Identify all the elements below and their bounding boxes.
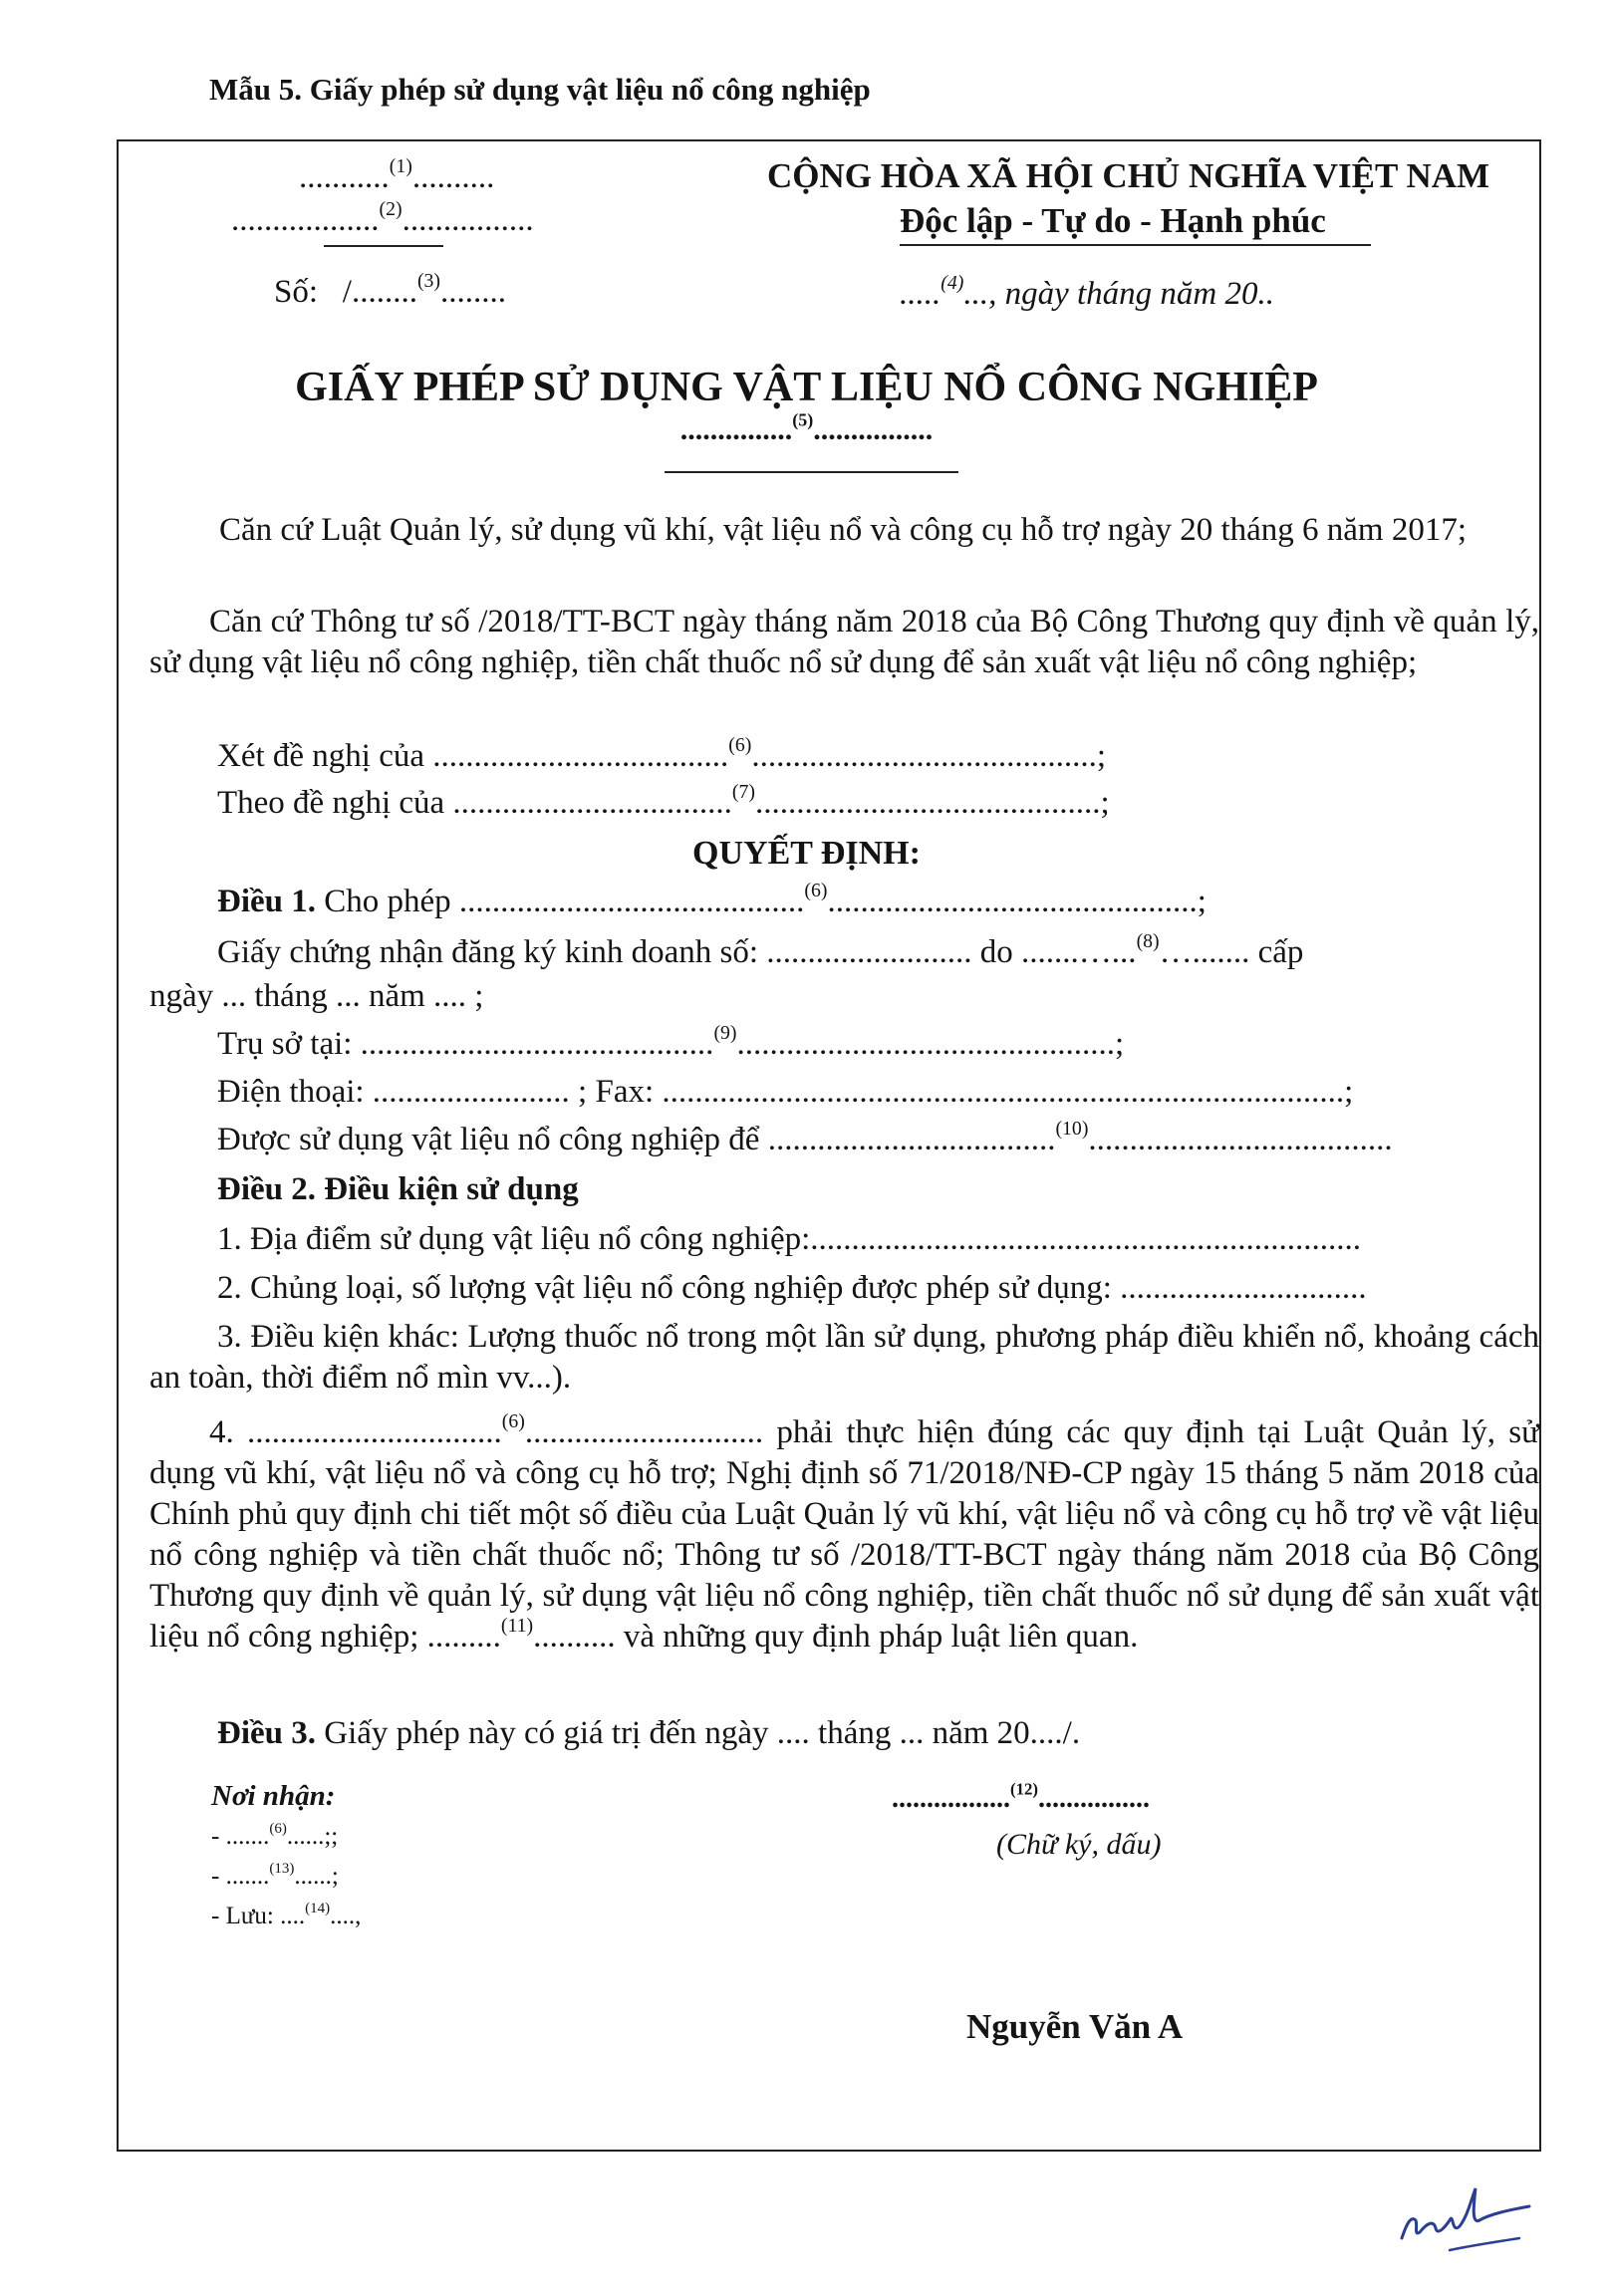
document-number: Số: /........$^{(3)}$........ [274, 270, 507, 310]
motto-underline [900, 244, 1371, 246]
article1-registration-date: ngày ... tháng ... năm .... ; [149, 978, 484, 1014]
agency-line-2: ..................$^{(2)}$................ [231, 198, 534, 238]
signatory-title: .................$^{(12)}$................ [892, 1779, 1150, 1814]
article2-heading: Điều 2. Điều kiện sử dụng [217, 1171, 579, 1207]
recipient-1: - .......$^{(6)}$......;; [211, 1820, 339, 1850]
agency-line-1: ...........$^{(1)}$.......... [299, 155, 495, 195]
decision-heading: QUYẾT ĐỊNH: [692, 835, 921, 872]
article1-registration: Giấy chứng nhận đăng ký kinh doanh số: ......................... do .......…...$^{(8)}$…....... cấp [217, 930, 1304, 970]
nation-motto: Độc lập - Tự do - Hạnh phúc [900, 201, 1326, 240]
article2-item-location: 1. Địa điểm sử dụng vật liệu nổ công nghiệp:................................................................... [217, 1221, 1362, 1257]
article2-item-quantity: 2. Chủng loại, số lượng vật liệu nổ công nghiệp được phép sử dụng: .............................. [217, 1270, 1367, 1306]
recipients-heading: Nơi nhận: [211, 1780, 336, 1812]
signatory-name: Nguyễn Văn A [966, 2007, 1184, 2046]
article1-purpose: Được sử dụng vật liệu nổ công nghiệp để ...................................$^{(10)}$..................................... [217, 1118, 1393, 1157]
article2-item-conditions: 3. Điều kiện khác: Lượng thuốc nổ trong một lần sử dụng, phương pháp điều khiển nổ, khoảng cách an toàn, thời điểm nổ mìn vv...). [149, 1319, 1539, 1396]
preamble-circular: Căn cứ Thông tư số /2018/TT-BCT ngày tháng năm 2018 của Bộ Công Thương quy định về quản lý, sử dụng vật liệu nổ công nghiệp, tiền chất thuốc nổ sử dụng để sản xuất vật liệu nổ công nghiệp; [149, 604, 1539, 680]
form-caption: Mẫu 5. Giấy phép sử dụng vật liệu nổ công nghiệp [209, 72, 871, 107]
article3-validity: Điều 3. Giấy phép này có giá trị đến ngày .... tháng ... năm 20..../. [217, 1715, 1081, 1751]
preamble-law: Căn cứ Luật Quản lý, sử dụng vũ khí, vật liệu nổ và công cụ hỗ trợ ngày 20 tháng 6 năm 2017; [219, 512, 1468, 548]
preamble-proposal: Theo đề nghị của ..................................$^{(7)}$..........................................; [217, 781, 1110, 821]
article2-item-compliance: 4. ...............................$^{(6)}$............................. phải thực hiện đúng các quy định tại Luật Quản lý, sử dụng vũ khí, vật liệu nổ và công cụ hỗ trợ; Nghị định số 71/2018/NĐ-CP ngày 15 tháng 5 năm 2018 của Chính phủ quy định chi tiết một số điều của Luật Quản lý vũ khí, vật liệu nổ và công cụ hỗ trợ về vật liệu nổ công nghiệp và tiền chất thuốc nổ; Thông tư số /2018/TT-BCT ngày tháng năm 2018 của Bộ Công Thương quy định về quản lý, sử dụng vật liệu nổ công nghiệp, tiền chất thuốc nổ sử dụng để sản xuất vật liệu nổ công nghiệp; .........$^{(11)}$.......... và những quy định pháp luật liên quan. [149, 1410, 1539, 1655]
recipient-2: - .......$^{(13)}$......; [211, 1860, 339, 1890]
title-underline [665, 471, 958, 473]
recipient-archive: - Lưu: ....$^{(14)}$...., [211, 1900, 362, 1929]
title-subline: ...............$^{(5)}$................ [679, 409, 934, 446]
article1-phone-fax: Điện thoại: ........................ ; Fax: ...................................................................................; [217, 1074, 1354, 1110]
article1-permit: Điều 1. Cho phép ..........................................$^{(6)}$.............................................; [217, 880, 1207, 919]
signature-note: (Chữ ký, dấu) [996, 1828, 1162, 1861]
preamble-review: Xét đề nghị của ....................................$^{(6)}$..........................................; [217, 734, 1107, 774]
nation-title: CỘNG HÒA XÃ HỘI CHỦ NGHĨA VIỆT NAM [767, 156, 1490, 195]
place-date: .....$^{(4)}$..., ngày tháng năm 20.. [900, 272, 1274, 312]
agency-underline [324, 245, 443, 247]
handwritten-initial-mark [1390, 2176, 1534, 2256]
document-title: GIẤY PHÉP SỬ DỤNG VẬT LIỆU NỔ CÔNG NGHIỆP [295, 365, 1318, 410]
article1-office: Trụ sở tại: ...........................................$^{(9)}$..............................................; [217, 1022, 1125, 1062]
